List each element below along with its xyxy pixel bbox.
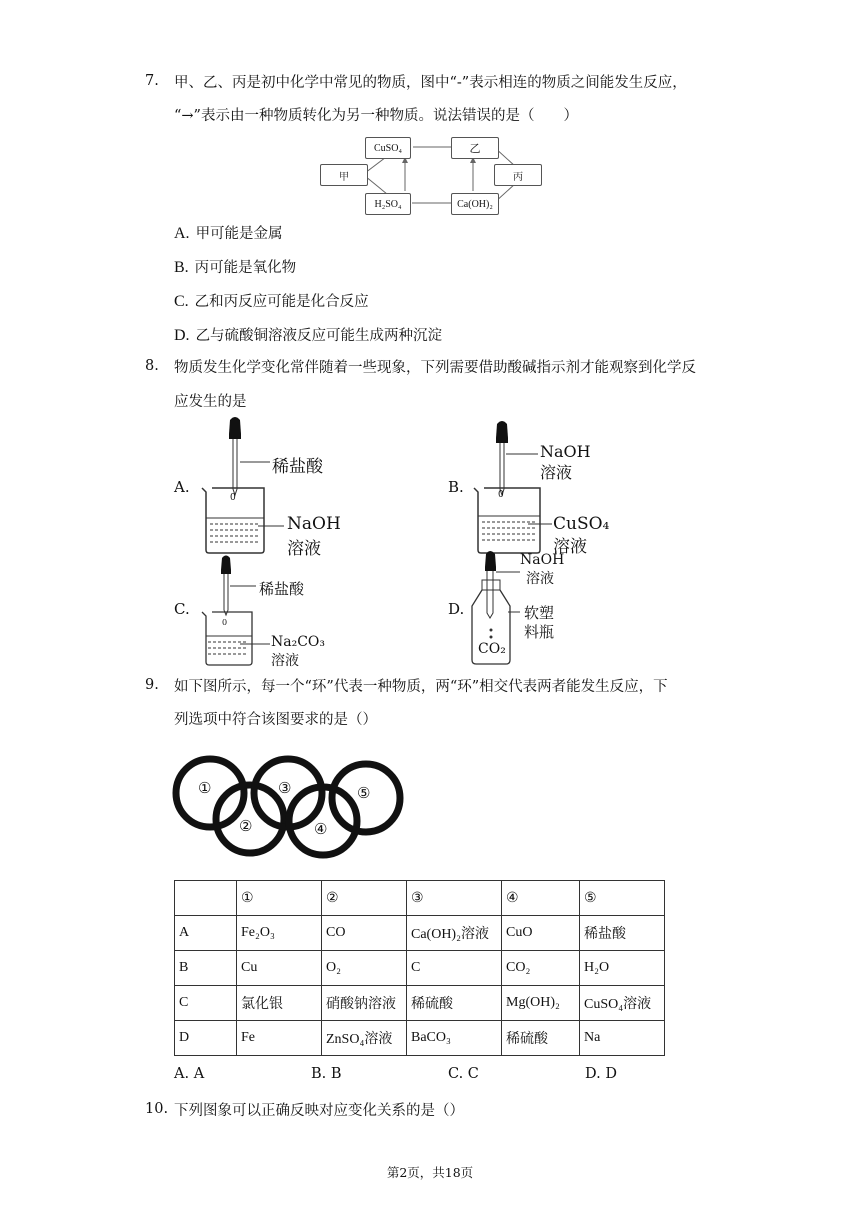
answer-d[interactable]: D. D [585,1066,617,1082]
question-text: “→”表示由一种物质转化为另一种物质。说法错误的是（ ） [174,108,578,124]
answer-a[interactable]: A. A [174,1066,205,1082]
option-c-letter[interactable]: C. [174,600,190,618]
ring-label: ⑤ [357,784,371,802]
answer-b[interactable]: B. B [311,1066,342,1082]
question-number: 9. [145,677,159,693]
dropper-label: 稀盐酸 [272,457,323,477]
option-a[interactable]: A. 甲可能是金属 [174,225,283,242]
option-b-letter[interactable]: B. [448,478,464,496]
question-text: 下列图象可以正确反映对应变化关系的是（） [174,1103,464,1119]
table-row: D Fe ZnSO₄溶液 BaCO₃ 稀硫酸 Na [175,1021,665,1056]
question-text: 如下图所示，每一个“环”代表一种物质，两“环”相交代表两者能发生反应，下 [174,679,668,695]
ring-label: ② [239,817,253,835]
box-jia: 甲 [320,164,368,186]
option-b[interactable]: B. 丙可能是氧化物 [174,259,297,276]
option-a-letter[interactable]: A. [174,478,190,496]
ring-label: ③ [278,779,292,797]
rings-diagram [170,752,410,862]
question-number: 7. [145,73,159,89]
box-yi: 乙 [451,137,499,159]
question-text: 列选项中符合该图要求的是（） [174,712,377,728]
apparatus-b [470,420,556,554]
answer-table [174,880,665,1056]
option-c[interactable]: C. 乙和丙反应可能是化合反应 [174,293,369,310]
answer-c[interactable]: C. C [448,1066,479,1082]
table-header: ① ② ③ ④ ⑤ [175,881,665,916]
table-row: C 氯化银 硝酸钠溶液 稀硫酸 Mg(OH)₂ CuSO₄溶液 [175,986,665,1021]
box-caoh2: Ca(OH)₂ [451,193,499,215]
question-text: 甲、乙、丙是初中化学中常见的物质，图中“-”表示相连的物质之间能发生反应， [174,75,687,91]
question-number: 8. [145,358,159,374]
page-footer: 第2页，共18页 [386,1165,474,1180]
option-d[interactable]: D. 乙与硫酸铜溶液反应可能生成两种沉淀 [174,327,443,344]
ring-label: ① [198,779,212,797]
question-number: 10. [145,1101,169,1117]
box-h2so4: H₂SO₄ [365,193,411,215]
option-d-letter[interactable]: D. [448,600,465,618]
box-cuso4: CuSO₄ [365,137,411,159]
table-row: A Fe₂O₃ CO Ca(OH)₂溶液 CuO 稀盐酸 [175,916,665,951]
table-row: B Cu O₂ C CO₂ H₂O [175,951,665,986]
question-text: 物质发生化学变化常伴随着一些现象，下列需要借助酸碱指示剂才能观察到化学反 [174,360,696,376]
box-bing: 丙 [494,164,542,186]
apparatus-c [200,554,280,668]
ring-label: ④ [314,820,328,838]
question-text: 应发生的是 [174,394,247,410]
